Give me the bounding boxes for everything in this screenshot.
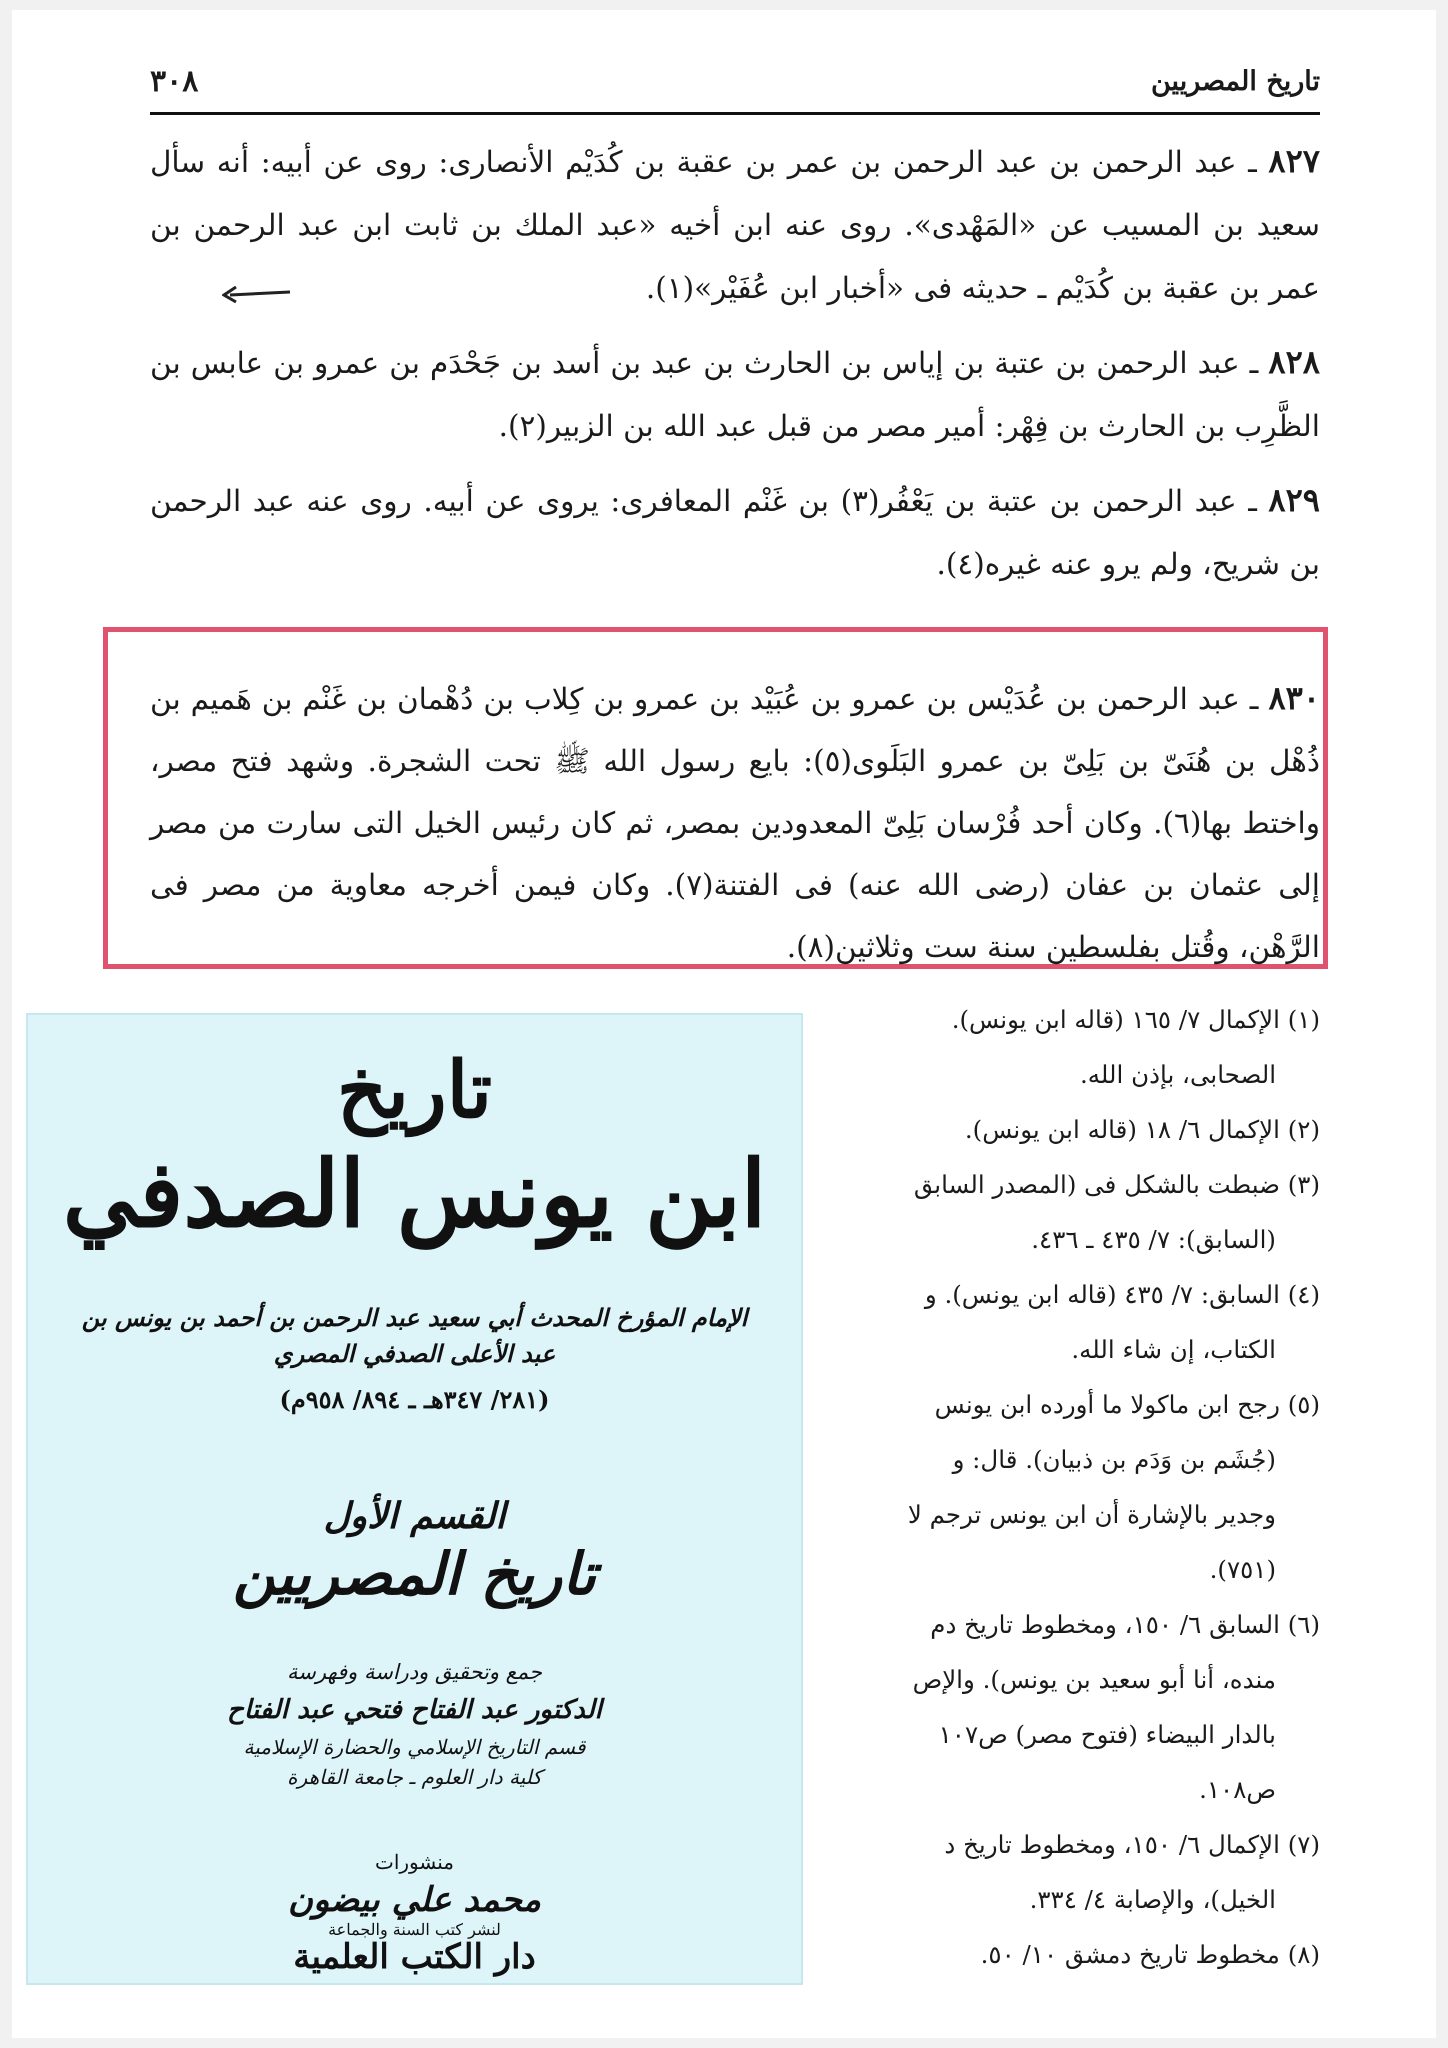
footnote-6 [800,1597,1320,1817]
cover-title-line2: ابن يونس الصدفي [62,1140,767,1248]
footnote-line: (٨) مخطوط تاريخ دمشق ١٠/ ٥٠. [980,1940,1320,1969]
page-number: ٣٠٨ [150,63,199,99]
footnote-2 [800,1102,1320,1157]
cover-publications-label: منشورات [375,1850,454,1874]
footnote-line: وجدير بالإشارة أن ابن يونس ترجم لا [907,1500,1276,1529]
footnote-line: بالدار البيضاء (فتوح مصر) ص١٠٧ [938,1720,1276,1749]
entry-829 [150,469,1320,596]
cover-publisher-name: محمد علي بيضون [288,1880,541,1920]
footnote-line: (٣) ضبطت بالشكل فى (المصدر السابق [913,1170,1320,1199]
footnote-line: (٦) السابق ٦/ ١٥٠، ومخطوط تاريخ دم [930,1610,1320,1639]
cover-publishing-house: دار الكتب العلمية [293,1937,536,1977]
footnote-line: ص١٠٨. [1199,1775,1276,1804]
cover-department: قسم التاريخ الإسلامي والحضارة الإسلامية [243,1735,586,1759]
entry-text: عبد الرحمن بن عبد الرحمن بن عمر بن عقبة بن كُدَيْم الأنصارى: روى عن أبيه: أنه سأل سعيد بن المسيب عن «المَهْدى». روى عنه ابن أخيه «عبد الملك بن ثابت ابن عبد الرحمن بن عمر بن عقبة بن كُدَيْم ـ حديثه فى «أخبار ابن عُفَيْر»(١). [150,145,1320,305]
cover-editor: الدكتور عبد الفتاح فتحي عبد الفتاح [227,1695,602,1725]
entry-text: عبد الرحمن بن عُدَيْس بن عمرو بن عُبَيْد بن عمرو بن كِلاب بن دُهْمان بن غَنْم بن هَميم بن ذُهْل بن هُنَىّ بن بَلِىّ بن عمرو البَلَوى(٥): بايع رسول الله ﷺ تحت الشجرة. وشهد فتح مصر، واختط بها(٦). وكان أحد فُرْسان بَلِىّ المعدودين بمصر، ثم كان رئيس الخيل التى سارت من مصر إلى عثمان بن عفان (رضى الله عنه) فى الفتنة(٧). وكان فيمن أخرجه معاوية من مصر فى الرَّهْن، وقُتل بفلسطين سنة ست وثلاثين(٨). [150,681,1320,964]
entry-number: ٨٣٠ [1268,678,1320,717]
page-header [150,50,1320,115]
handwritten-arrow-icon [222,278,292,308]
entry-dash: ـ [1236,145,1257,179]
cover-author: الإمام المؤرخ المحدث أبي سعيد عبد الرحمن بن أحمد بن يونس بن عبد الأعلى الصدفي المصري [81,1303,748,1368]
footnote-3 [800,1157,1320,1267]
footnote-line: (٥) رجح ابن ماكولا ما أورده ابن يونس [934,1390,1320,1419]
cover-publisher-tagline: لنشر كتب السنة والجماعة [328,1920,501,1939]
footnote-line: (جُشَم بن وَدَم بن ذبيان). قال: و [952,1445,1276,1474]
footnote-line: (السابق): ٧/ ٤٣٥ ـ ٤٣٦. [1031,1225,1276,1254]
entry-number: ٨٢٧ [1268,142,1320,180]
footnote-line: الصحابى، بإذن الله. [1079,1060,1276,1089]
cover-title-line1: تاريخ [336,1045,493,1136]
cover-subtitle: تاريخ المصريين [232,1540,596,1608]
footnote-7 [800,1817,1320,1927]
entry-830-highlighted [150,667,1320,978]
entry-827 [150,130,1320,320]
footnote-line: (٧) الإكمال ٦/ ١٥٠، ومخطوط تاريخ د [944,1830,1320,1859]
footnote-line: (٢) الإكمال ٦/ ١٨ (قاله ابن يونس). [964,1115,1320,1144]
biography-entries [150,130,1320,607]
footnote-4 [800,1267,1320,1377]
footnote-8 [800,1927,1320,1982]
footnote-line: (٧٥١). [1209,1555,1276,1584]
footnote-5 [800,1377,1320,1597]
footnotes [800,992,1320,1992]
entry-text: عبد الرحمن بن عتبة بن إياس بن الحارث بن عبد بن أسد بن جَحْدَم بن عمرو بن عابس بن الظَّرِب بن الحارث بن فِهْر: أمير مصر من قبل عبد الله بن الزبير(٢). [150,346,1320,443]
running-title: تاريخ المصريين [1151,65,1320,97]
entry-text: عبد الرحمن بن عتبة بن يَعْفُر(٣) بن غَنْم المعافرى: يروى عن أبيه. روى عنه عبد الرحمن بن شريح، ولم يرو عنه غيره(٤). [150,484,1320,581]
entry-dash: ـ [1239,346,1259,380]
footnote-line: (١) الإكمال ٧/ ١٦٥ (قاله ابن يونس). [951,1005,1320,1034]
entry-number: ٨٢٩ [1268,481,1320,519]
footnote-line: (٤) السابق: ٧/ ٤٣٥ (قاله ابن يونس). و [924,1280,1320,1309]
entry-number: ٨٢٨ [1268,343,1320,381]
book-cover [26,1013,803,1985]
entry-828 [150,331,1320,458]
footnote-line: الكتاب، إن شاء الله. [1071,1335,1276,1364]
entry-dash: ـ [1239,681,1259,716]
cover-editing-note: جمع وتحقيق ودراسة وفهرسة [287,1660,542,1684]
entry-dash: ـ [1236,484,1257,518]
footnote-1 [800,992,1320,1102]
footnote-line: منده، أنا أبو سعيد بن يونس). والإص [912,1665,1276,1694]
cover-part: القسم الأول [323,1495,506,1537]
footnote-line: الخيل)، والإصابة ٤/ ٣٣٤. [1029,1885,1276,1914]
cover-dates: (٢٨١/ ٣٤٧هـ ـ ٨٩٤/ ٩٥٨م) [279,1385,550,1414]
cover-college: كلية دار العلوم ـ جامعة القاهرة [287,1765,542,1789]
